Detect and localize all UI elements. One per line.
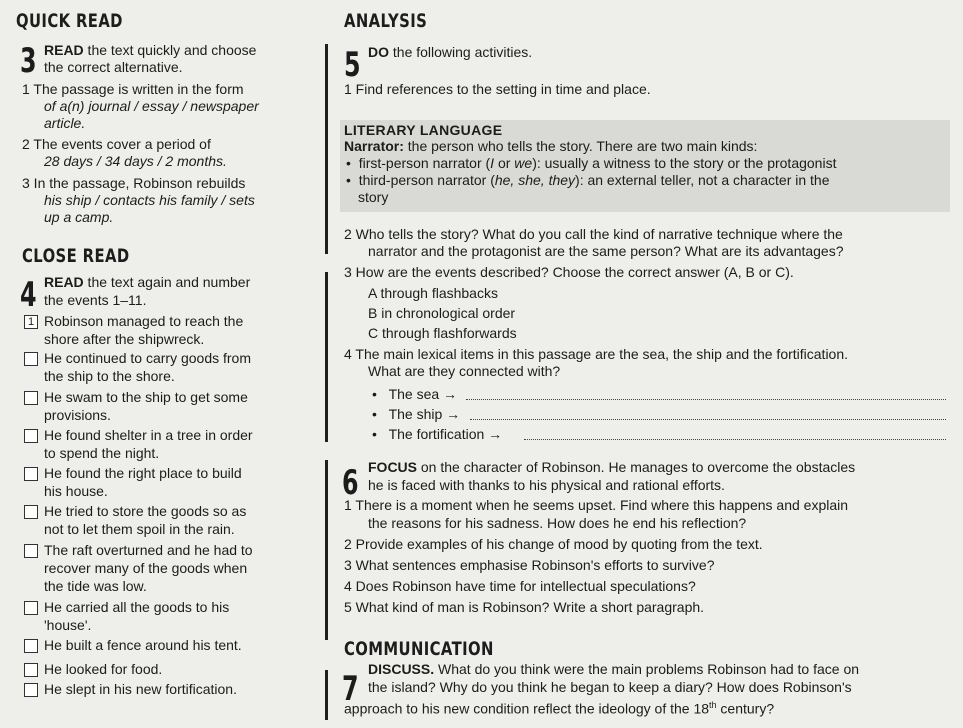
activity-number-5: 5 bbox=[344, 45, 361, 85]
bullet-third-person-line2: story bbox=[358, 189, 389, 205]
option-b: B in chronological order bbox=[368, 305, 516, 321]
narrator-definition: Narrator: the person who tells the story. There are two main kinds: bbox=[344, 138, 758, 154]
event-text: He slept in his new fortification. bbox=[44, 681, 237, 697]
event-text-cont: recover many of the goods when bbox=[44, 560, 248, 576]
focus-q4: 4 Does Robinson have time for intellectual speculations? bbox=[344, 578, 696, 594]
analysis-q4: 4 The main lexical items in this passage are the sea, the ship and the fortification. bbox=[344, 346, 849, 362]
event-number-box[interactable] bbox=[24, 505, 38, 519]
quick-read-q3-options-2: up a camp. bbox=[44, 209, 114, 225]
analysis-instruction: DO the following activities. bbox=[368, 44, 533, 60]
quick-read-q1-options: of a(n) journal / essay / newspaper bbox=[44, 98, 259, 114]
analysis-q4-line2: What are they connected with? bbox=[368, 363, 561, 379]
event-number-box[interactable] bbox=[24, 391, 38, 405]
column-divider-3 bbox=[325, 460, 328, 640]
column-divider-2 bbox=[325, 272, 328, 442]
event-number-box[interactable] bbox=[24, 639, 38, 653]
bullet-third-person: • third-person narrator (he, she, they): an external teller, not a character in the bbox=[346, 172, 830, 188]
focus-instruction: FOCUS on the character of Robinson. He manages to overcome the obstacles bbox=[368, 459, 856, 475]
event-text-cont: the ship to the shore. bbox=[44, 368, 175, 384]
activity-number-4: 4 bbox=[20, 275, 37, 315]
quick-read-q1: 1 The passage is written in the form bbox=[22, 81, 244, 97]
event-text-cont: the tide was low. bbox=[44, 578, 147, 594]
event-number-box[interactable] bbox=[24, 352, 38, 366]
event-number-box[interactable] bbox=[24, 663, 38, 677]
event-text: He continued to carry goods from bbox=[44, 350, 251, 366]
analysis-q2: 2 Who tells the story? What do you call the kind of narrative technique where the bbox=[344, 226, 843, 242]
event-text-cont: to spend the night. bbox=[44, 445, 160, 461]
event-text-cont: not to let them spoil in the rain. bbox=[44, 521, 235, 537]
event-text: He tried to store the goods so as bbox=[44, 503, 247, 519]
analysis-heading: ANALYSIS bbox=[344, 10, 428, 32]
literary-language-title: LITERARY LANGUAGE bbox=[344, 122, 503, 138]
focus-q1-line2: the reasons for his sadness. How does he end his reflection? bbox=[368, 515, 747, 531]
event-text: Robinson managed to reach the bbox=[44, 313, 244, 329]
sea-answer-row: • The sea → bbox=[372, 386, 458, 402]
fortification-answer-row: • The fortification → bbox=[372, 426, 503, 442]
event-text: The raft overturned and he had to bbox=[44, 542, 253, 558]
quick-read-instruction-line2: the correct alternative. bbox=[44, 59, 183, 75]
analysis-q1: 1 Find references to the setting in time and place. bbox=[344, 81, 651, 97]
event-text-cont: provisions. bbox=[44, 407, 111, 423]
close-read-instruction-line2: the events 1–11. bbox=[44, 292, 147, 308]
quick-read-q1-options-2: article. bbox=[44, 115, 86, 131]
focus-q2: 2 Provide examples of his change of mood by quoting from the text. bbox=[344, 536, 763, 552]
event-text: He built a fence around his tent. bbox=[44, 637, 242, 653]
fortification-answer-line[interactable] bbox=[524, 439, 946, 440]
quick-read-q2-options: 28 days / 34 days / 2 months. bbox=[44, 153, 227, 169]
event-text: He swam to the ship to get some bbox=[44, 389, 248, 405]
activity-number-7: 7 bbox=[342, 669, 359, 709]
event-number-box[interactable] bbox=[24, 467, 38, 481]
close-read-instruction: READ the text again and number bbox=[44, 274, 251, 290]
event-text: He found the right place to build bbox=[44, 465, 242, 481]
activity-number-3: 3 bbox=[20, 41, 37, 81]
focus-q5: 5 What kind of man is Robinson? Write a short paragraph. bbox=[344, 599, 705, 615]
column-divider bbox=[325, 44, 328, 254]
event-number-box[interactable] bbox=[24, 683, 38, 697]
event-number-box[interactable] bbox=[24, 544, 38, 558]
column-divider-4 bbox=[325, 670, 328, 720]
event-text-cont: his house. bbox=[44, 483, 108, 499]
event-text: He carried all the goods to his bbox=[44, 599, 230, 615]
communication-heading: COMMUNICATION bbox=[344, 638, 494, 660]
option-a: A through flashbacks bbox=[368, 285, 498, 301]
bullet-first-person: • first-person narrator (I or we): usually a witness to the story or the protagonist bbox=[346, 155, 837, 171]
communication-instruction: DISCUSS. What do you think were the main problems Robinson had to face on bbox=[368, 661, 860, 677]
event-number-box[interactable] bbox=[24, 601, 38, 615]
event-number-box[interactable]: 1 bbox=[24, 315, 38, 329]
event-number-box[interactable] bbox=[24, 429, 38, 443]
communication-line3: approach to his new condition reflect the ideology of the 18th century? bbox=[344, 700, 775, 717]
quick-read-instruction: READ the text quickly and choose bbox=[44, 42, 257, 58]
focus-instruction-line2: he is faced with thanks to his physical and rational efforts. bbox=[368, 477, 725, 493]
activity-number-6: 6 bbox=[342, 463, 359, 503]
focus-q3: 3 What sentences emphasise Robinson's efforts to survive? bbox=[344, 557, 715, 573]
analysis-q3: 3 How are the events described? Choose the correct answer (A, B or C). bbox=[344, 264, 794, 280]
quick-read-heading: QUICK READ bbox=[16, 10, 123, 32]
quick-read-q2: 2 The events cover a period of bbox=[22, 136, 211, 152]
event-text-cont: 'house'. bbox=[44, 617, 92, 633]
event-text: He looked for food. bbox=[44, 661, 163, 677]
ship-answer-line[interactable] bbox=[470, 419, 946, 420]
close-read-heading: CLOSE READ bbox=[22, 245, 130, 267]
focus-q1: 1 There is a moment when he seems upset. Find where this happens and explain bbox=[344, 497, 849, 513]
sea-answer-line[interactable] bbox=[466, 399, 946, 400]
quick-read-q3: 3 In the passage, Robinson rebuilds bbox=[22, 175, 246, 191]
quick-read-q3-options: his ship / contacts his family / sets bbox=[44, 192, 255, 208]
communication-line2: the island? Why do you think he began to keep a diary? How does Robinson's bbox=[368, 679, 852, 695]
option-c: C through flashforwards bbox=[368, 325, 517, 341]
ship-answer-row: • The ship → bbox=[372, 406, 461, 422]
event-text-cont: shore after the shipwreck. bbox=[44, 331, 205, 347]
event-text: He found shelter in a tree in order bbox=[44, 427, 253, 443]
analysis-q2-line2: narrator and the protagonist are the same person? What are its advantages? bbox=[368, 243, 844, 259]
